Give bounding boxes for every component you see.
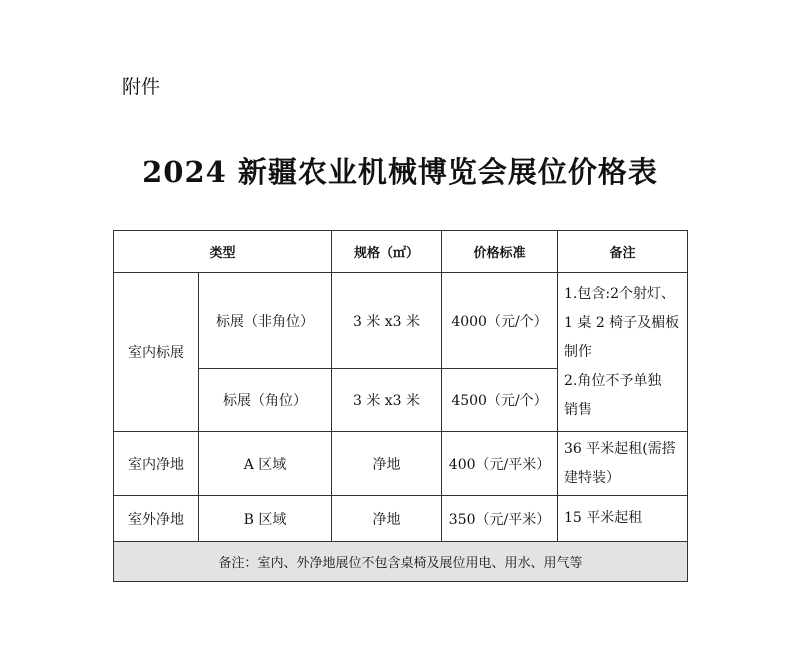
header-type: 类型 [114,231,332,273]
price-cell: 4500（元/个） [442,369,558,432]
remark-line: 36 平米起租(需搭 [564,440,676,457]
spec-cell: 净地 [332,496,442,542]
category-cell: 室内净地 [114,432,199,496]
subtype-cell: A 区域 [199,432,332,496]
remark-line: 建特装） [564,469,621,486]
table-row [114,496,688,542]
category-cell: 室内标展 [114,273,199,432]
remark-line: 1 桌 2 椅子及楣板 [564,314,680,331]
remark-line: 销售 [564,401,593,418]
remark-cell [558,432,688,496]
category-cell: 室外净地 [114,496,199,542]
remark-line: 制作 [564,343,593,360]
table-header-row [114,231,688,273]
subtype-cell: 标展（非角位） [199,273,332,369]
spec-cell: 净地 [332,432,442,496]
price-cell: 4000（元/个） [442,273,558,369]
remark-line: 1.包含:2个射灯、 [564,285,675,302]
table-row [114,273,688,369]
header-spec: 规格（㎡） [332,231,442,273]
subtype-cell: 标展（角位） [199,369,332,432]
price-cell: 350（元/平米） [442,496,558,542]
spec-cell: 3 米 x3 米 [332,369,442,432]
footer-note: 备注：室内、外净地展位不包含桌椅及展位用电、用水、用气等 [114,542,688,582]
header-price: 价格标准 [442,231,558,273]
price-table [113,230,688,582]
table-footer-row [114,542,688,582]
remark-cell: 15 平米起租 [558,496,688,542]
attachment-label: 附件 [122,76,161,98]
remark-line: 2.角位不予单独 [564,372,662,389]
price-cell: 400（元/平米） [442,432,558,496]
page-title: 2024 新疆农业机械博览会展位价格表 [142,155,658,189]
spec-cell: 3 米 x3 米 [332,273,442,369]
remark-cell [558,273,688,432]
header-remark: 备注 [558,231,688,273]
table-row [114,432,688,496]
subtype-cell: B 区域 [199,496,332,542]
